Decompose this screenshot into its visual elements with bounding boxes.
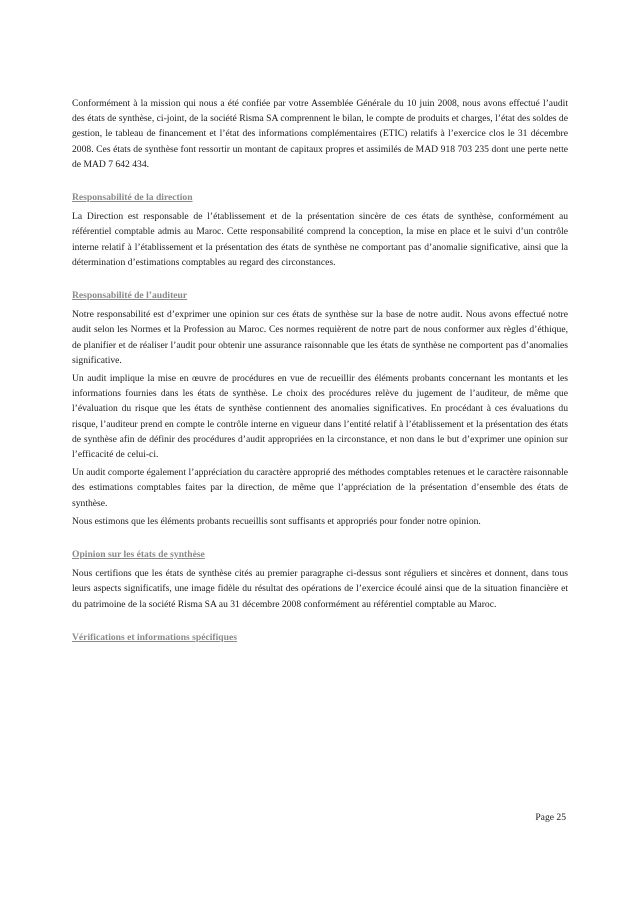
section-responsabilite-auditeur [72,288,568,529]
intro-paragraph: Conformément à la mission qui nous a été confiée par votre Assemblée Générale du 10 juin 2008, nous avons effectué l’audit des états de synthèse, ci-joint, de la société Risma SA comprennent le bilan, le compte de produits et charges, l’état des soldes de gestion, le tableau de financement et l’état des informations complémentaires (ETIC) relatifs à l’exercice clos le 31 décembre 2008. Ces états de synthèse font ressortir un montant de capitaux propres et assimilés de MAD 918 703 235 dont une perte nette de MAD 7 642 434. [72,98,568,170]
section-paragraph: Notre responsabilité est d’exprimer une opinion sur ces états de synthèse sur la base de notre audit. Nous avons effectué notre audit selon les Normes et la Profession au Maroc. Ces normes requièrent de notre part de nous conformer aux règles d’éthique, de planifier et de réaliser l’audit pour obtenir une assurance raisonnable que les états de synthèse ne comportent pas d’anomalies significative. [72,309,568,366]
section-heading: Opinion sur les états de synthèse [72,549,205,561]
document-page [72,96,568,649]
section-opinion [72,547,568,612]
section-responsabilite-direction [72,190,568,270]
section-heading: Vérifications et informations spécifiques [72,631,237,643]
section-paragraph: Un audit implique la mise en œuvre de procédures en vue de recueillir des éléments probants concernant les montants et les informations fournies dans les états de synthèse. Le choix des procédures relève du jugement de l’auditeur, de même que l’évaluation du risque que les états de synthèse contiennent des anomalies significatives. En procédant à ces évaluations du risque, l’auditeur prend en compte le contrôle interne en vigueur dans l’entité relatif à l’établissement et la présentation des états de synthèse afin de définir des procédures d’audit appropriées en la circonstance, et non dans le but d’exprimer une opinion sur l’efficacité de celui-ci. [72,373,568,461]
section-paragraph: Nous certifions que les états de synthèse cités au premier paragraphe ci-dessus sont réguliers et sincères et donnent, dans tous leurs aspects significatifs, une image fidèle du résultat des opérations de l’exercice écoulé ainsi que de la situation financière et du patrimoine de la société Risma SA au 31 décembre 2008 conformément au référentiel comptable au Maroc. [72,568,568,610]
page-number: Page 25 [535,812,566,823]
section-heading: Responsabilité de la direction [72,192,193,204]
section-heading: Responsabilité de l’auditeur [72,290,188,302]
section-paragraph: Un audit comporte également l’appréciation du caractère approprié des méthodes comptables retenues et le caractère raisonnable des estimations comptables faites par la direction, de même que l’appréciation de la présentation d’ensemble des états de synthèse. [72,467,568,509]
section-verifications [72,630,568,645]
section-paragraph: La Direction est responsable de l’établissement et de la présentation sincère de ces états de synthèse, conformément au référentiel comptable admis au Maroc. Cette responsabilité comprend la conception, la mise en place et le suivi d’un contrôle interne relatif à l’établissement et la présentation des états de synthèse ne comportant pas d’anomalie significative, ainsi que la détermination d’estimations comptables au regard des circonstances. [72,211,568,268]
section-paragraph: Nous estimons que les éléments probants recueillis sont suffisants et appropriés pour fonder notre opinion. [72,515,481,527]
